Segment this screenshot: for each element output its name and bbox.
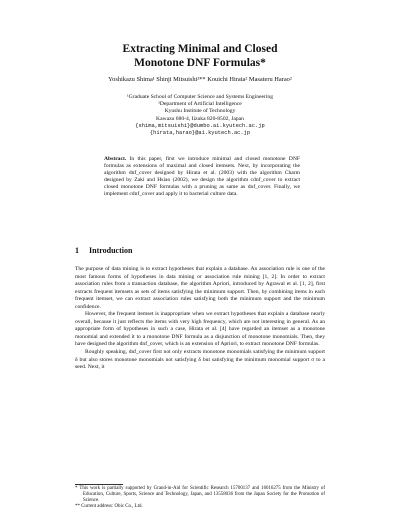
abstract (104, 156, 300, 199)
abstract-label: Abstract. (104, 156, 127, 162)
section-heading (75, 246, 335, 256)
footnote-rule (75, 484, 123, 485)
title-line-2: Monotone DNF Formulas* (134, 57, 266, 69)
title-line-1: Extracting Minimal and Closed (122, 43, 278, 55)
section-number: 1 (75, 246, 79, 255)
paragraph: Roughly speaking, dnf_cover first not only extracts monotone monomials satisfying the minimum support δ but also stores monotone monomials not satisfying δ but satisfying the minimum monomial support σ to a seed. Next, it (75, 349, 325, 371)
affiliation-line: Kawazu 680-4, Iizuka 820-8502, Japan (156, 115, 244, 122)
email-line: {shima,mitsuishi}@dumbo.ai.kyutech.ac.jp (135, 122, 265, 129)
paper-title (60, 42, 340, 70)
paragraph: The purpose of data mining is to extract hypotheses that explain a database. An association rule is one of the most famous forms of hypotheses in data mining or association rule mining [1, 2]. In order to extract association rules from a transaction database, the algorithm Apriori, introduced by Agrawal et al. [1, 2], first extracts frequent itemsets as sets of items satisfying the minimum support. Then, by combining items in each frequent itemset, we can extract association rules satisfying both the minimum support and the minimum confidence. (75, 266, 325, 310)
email-line: {hirata,harao}@ai.kyutech.ac.jp (149, 130, 251, 137)
section-title: Introduction (89, 246, 133, 255)
body-text (75, 266, 325, 372)
affiliation-line: ²Department of Artificial Intelligence (158, 101, 242, 108)
author-list: Yoshikazu Shima¹ Shinji Mitsuishi²** Kouichi Hirata² Masateru Harao² (108, 76, 292, 83)
abstract-text: In this paper, first we introduce minimal and closed monotone DNF formulas as extensions of maximal and closed itemsets. Next, by incorporating the algorithm dnf_cover designed by Hirata et al. (2003) with the algorithm Charm designed by Zaki and Hsiao (2002), we design the algorithm cdnf_cover to extract closed monotone DNF formulas with a pruning as same as dnf_cover. Finally, we implement cdnf_cover and apply it to bacterial culture data. (104, 156, 300, 198)
affiliations (70, 94, 330, 137)
affiliation-line: ¹Graduate School of Computer Science and Systems Engineering (127, 94, 273, 100)
footnote: * This work is partially supported by Grand-in-Aid for Scientific Research 15700137 and 16016275 from the Ministry of Education, Culture, Sports, Science and Technology, Japan, and 13558036 from the Japan Society for the Promotion of Science. (75, 486, 325, 504)
footnote: ** Current address: Obic Co., Ltd. (75, 504, 143, 510)
affiliation-line: Kyushu Institute of Technology (164, 108, 236, 115)
paragraph: However, the frequent itemset is inappropriate when we extract hypotheses that explain a database nearly overall, because it just reflects the items with very high frequency, which are not interesting in general. As an appropriate form of hypotheses in such a case, Hirata et al. [4] have regarded an itemset as a monotone monomial and extended it to a monotone DNF formula as a disjunction of monotone monomials. Then, they have designed the algorithm dnf_cover, which is an extension of Apriori, to extract monotone DNF formulas. (75, 311, 325, 348)
footnotes (75, 486, 325, 510)
